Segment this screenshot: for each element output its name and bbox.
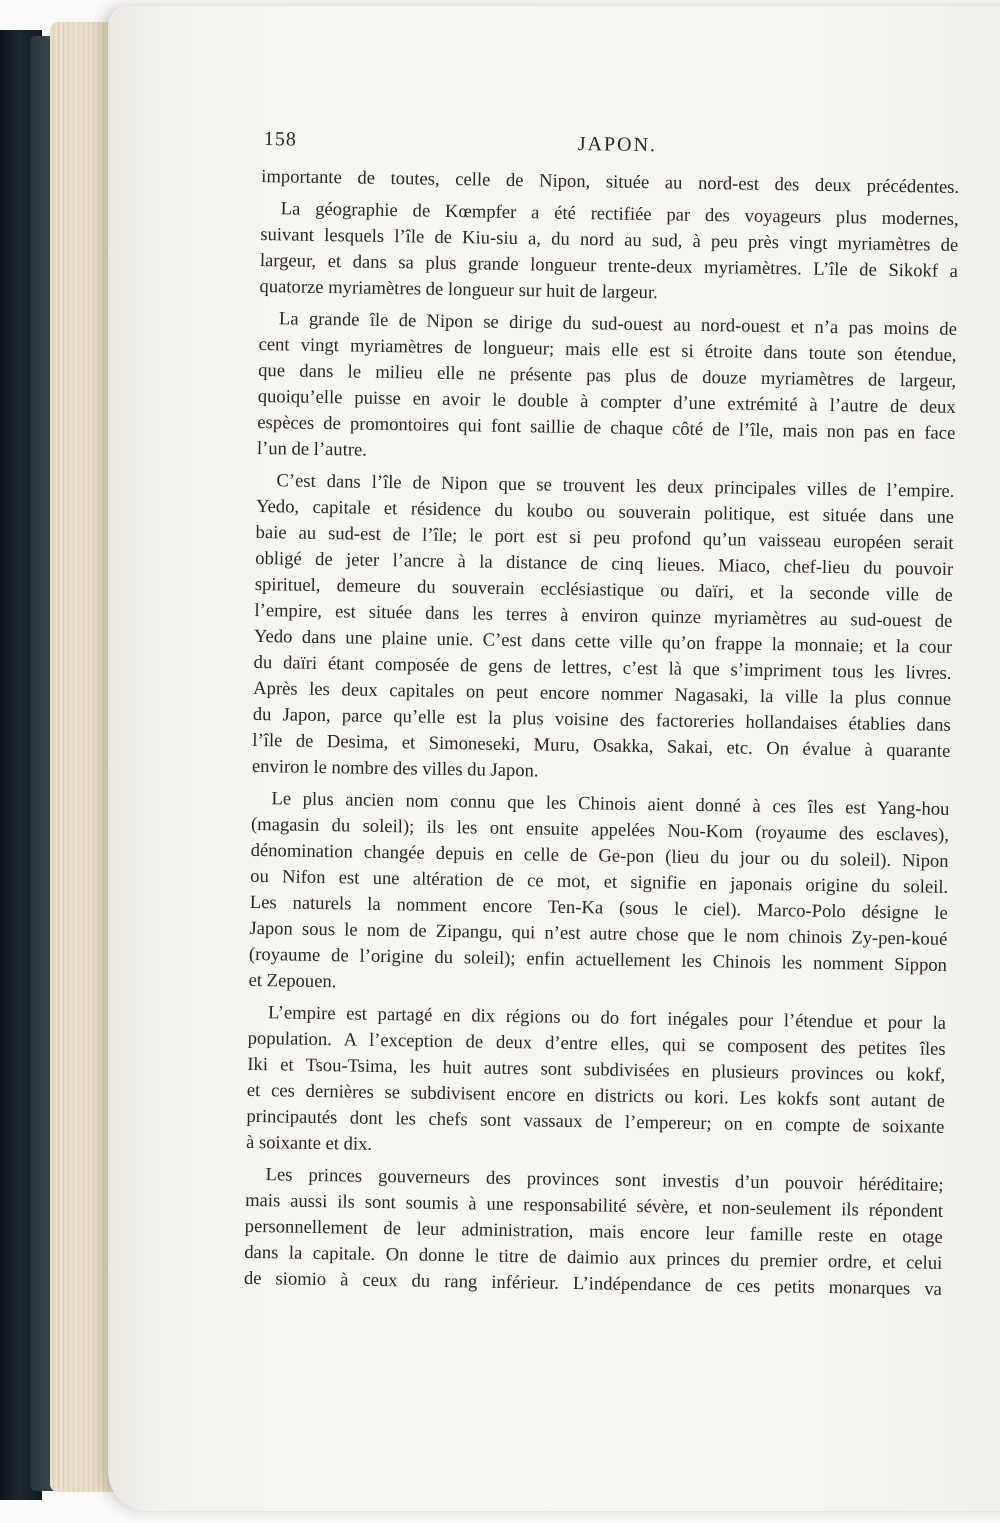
text-line: mais aussi ils sont soumis à une responsabilité sévère, et non-seulement ils répondent	[244, 1189, 944, 1222]
running-title: JAPON.	[577, 132, 658, 157]
text-line: l’île de Desima, et Simoneseki, Muru, Osakka, Sakai, etc. On évalue à quarante	[252, 729, 951, 762]
text-line: et Zepouen.	[248, 969, 337, 993]
text-line: spirituel, demeure du souverain ecclésiastique ou daïri, et la seconde ville de	[254, 573, 953, 606]
page-number: 158	[263, 128, 297, 151]
text-line: largeur, et dans sa plus grande longueur trente-deux myriamètres. L’île de Sikokf a	[259, 249, 958, 282]
text-line: de siomio à ceux du rang inférieur. L’indépendance de ces petits monarques va	[243, 1267, 943, 1300]
text-line: du Japon, parce qu’elle est la plus voisine des factoreries hollandaises établies dans	[252, 703, 951, 736]
text-line: que dans le milieu elle ne présente pas plus de douze myriamètres de largeur,	[258, 359, 957, 392]
text-line: dénomination changée depuis en celle de Ge-pon (lieu du jour ou du soleil). Nipon	[250, 839, 949, 872]
text-line: Les princes gouverneurs des provinces sont investis d’un pouvoir héréditaire;	[265, 1164, 944, 1196]
text-line: obligé de jeter l’ancre à la distance de cinq lieues. Miaco, chef-lieu du pouvoir	[255, 547, 954, 580]
text-line: environ le nombre des villes du Japon.	[251, 755, 539, 782]
paragraph	[259, 196, 959, 311]
text-line: Yedo, capitale et résidence du koubo ou souverain politique, est située dans une	[255, 495, 955, 528]
page-text	[244, 128, 960, 1309]
text-line: du daïri étant composée de gens de lettres, c’est là que s’impriment tous les livres.	[253, 651, 952, 684]
text-line: C’est dans l’île de Nipon que se trouvent les deux principales villes de l’empire.	[276, 470, 955, 502]
text-line: suivant lesquels l’île de Kiu-siu a, du nord au sud, à peu près vingt myriamètres de	[260, 223, 959, 256]
text-line: et ces dernières se subdivisent encore en districts ou kori. Les kokfs sont autant de	[246, 1079, 945, 1112]
text-line: (royaume de l’origine du soleil); enfin actuellement les Chinois les nomment Sippon	[248, 943, 948, 976]
text-line: quatorze myriamètres de longueur sur huit de largeur.	[259, 275, 658, 304]
text-line: dans la capitale. On donne le titre de daimio aux princes du premier ordre, et celui	[244, 1241, 943, 1274]
paragraph	[246, 1000, 946, 1167]
text-line: population. A l’exception de deux d’entre elles, qui se composent des petites îles	[247, 1027, 946, 1060]
text-line: principautés dont les chefs sont vassaux de l’empereur; on en compte de soixante	[246, 1105, 945, 1138]
text-line: l’empire, est située dans les terres à environ quinze myriamètres au sud-ouest de	[254, 599, 953, 632]
text-line: personnellement de leur administration, mais encore leur famille reste en otage	[244, 1215, 943, 1248]
text-line: l’un de l’autre.	[256, 437, 368, 461]
text-line: Après les deux capitales on peut encore nommer Nagasaki, la ville la plus connue	[253, 677, 952, 710]
text-line: à soixante et dix.	[245, 1131, 373, 1155]
paragraph	[252, 468, 955, 791]
text-line: L’empire est partagé en dix régions ou do fort inégales pour l’étendue et pour la	[267, 1002, 947, 1034]
paragraph	[244, 1162, 944, 1303]
text-line: baie au sud-est de l’île; le port est si peu profond qu’un vaisseau européen serait	[255, 521, 954, 554]
text-line: (magasin du soleil); ils les ont ensuite appelées Nou-Kom (royaume des esclaves),	[250, 813, 950, 846]
text-line: La grande île de Nipon se dirige du sud-ouest au nord-ouest et n’a pas moins de	[278, 308, 958, 340]
text-line: Japon sous le nom de Zipangu, qui n’est autre chose que le nom chinois Zy-pen-koué	[249, 917, 948, 950]
text-line: Le plus ancien nom connu que les Chinois aient donné à ces îles est Yang-hou	[271, 788, 950, 820]
paragraph	[248, 786, 949, 1005]
text-line: Les naturels la nomment encore Ten-Ka (sous le ciel). Marco-Polo désigne le	[249, 891, 948, 924]
text-line: importante de toutes, celle de Nipon, située au nord-est des deux précédentes.	[261, 165, 960, 198]
text-line: ou Nifon est une altération de ce mot, et signifie en japonais origine du soleil.	[250, 865, 949, 898]
paragraph	[257, 306, 957, 473]
text-line: quoiqu’elle puisse en avoir le double à compter d’une extrémité à l’autre de deux	[257, 385, 956, 418]
text-line: La géographie de Kœmpfer a été rectifiée par des voyageurs plus modernes,	[280, 198, 959, 230]
text-line: cent vingt myriamètres de longueur; mais elle est si étroite dans toute son étendue,	[258, 333, 957, 366]
text-line: espèces de promontoires qui font saillie de chaque côté de l’île, mais non pas en face	[257, 411, 956, 444]
text-line: Iki et Tsou-Tsima, les huit autres sont subdivisées en plusieurs provinces ou kokf,	[247, 1053, 946, 1086]
text-line: Yedo dans une plaine unie. C’est dans cette ville qu’on frappe la monnaie; et la cour	[253, 625, 953, 658]
